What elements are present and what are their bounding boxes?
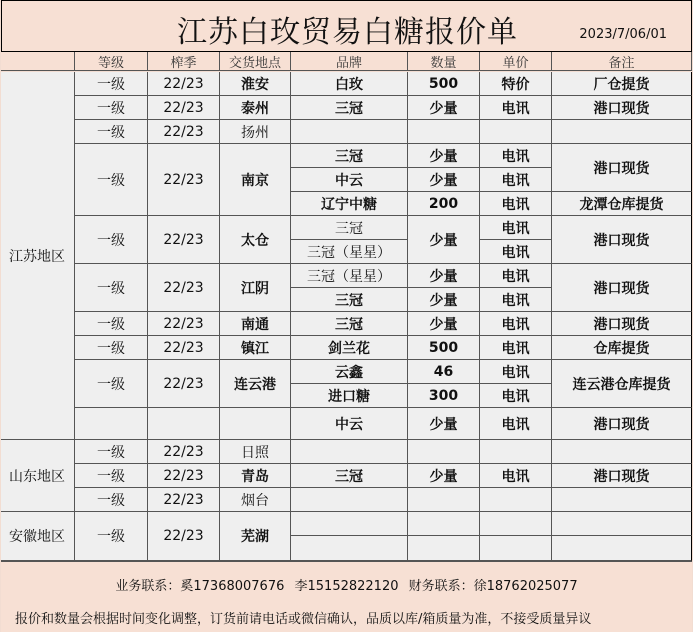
remark-cell: 港口现货: [552, 408, 692, 440]
price-cell: 电讯: [480, 464, 552, 488]
grade-cell: 一级: [75, 464, 148, 488]
quantity-cell: 500: [408, 72, 480, 96]
grade-cell: 一级: [75, 440, 148, 464]
brand-cell: 辽宁中糖: [291, 192, 408, 216]
brand-cell: 云鑫: [291, 360, 408, 384]
location-cell: 青岛: [220, 464, 291, 488]
grade-cell: 一级: [75, 336, 148, 360]
column-header: 品牌: [291, 52, 408, 71]
quantity-cell: 200: [408, 192, 480, 216]
price-cell: 电讯: [480, 192, 552, 216]
quantity-cell: [408, 536, 480, 561]
quantity-cell: 少量: [408, 408, 480, 440]
brand-cell: 三冠: [291, 144, 408, 168]
grade-cell: 一级: [75, 120, 148, 144]
quantity-cell: 少量: [408, 216, 480, 264]
location-cell: 烟台: [220, 488, 291, 512]
grade-cell: 一级: [75, 360, 148, 408]
quantity-cell: 少量: [408, 312, 480, 336]
season-cell: 22/23: [148, 464, 220, 488]
season-cell: 22/23: [148, 72, 220, 96]
brand-cell: 剑兰花: [291, 336, 408, 360]
brand-cell: 白玫: [291, 72, 408, 96]
brand-cell: 进口糖: [291, 384, 408, 408]
price-cell: [480, 120, 552, 144]
quantity-cell: [408, 120, 480, 144]
location-cell: 江阴: [220, 264, 291, 312]
brand-cell: 三冠: [291, 464, 408, 488]
quantity-cell: 少量: [408, 464, 480, 488]
column-header: 备注: [552, 52, 692, 71]
grade-cell: 一级: [75, 264, 148, 312]
season-cell: 22/23: [148, 216, 220, 264]
price-cell: 电讯: [480, 360, 552, 384]
quantity-cell: 500: [408, 336, 480, 360]
column-header: 数量: [408, 52, 480, 71]
grade-cell: 一级: [75, 488, 148, 512]
quantity-cell: [408, 512, 480, 536]
price-cell: [480, 440, 552, 464]
grade-cell: 一级: [75, 216, 148, 264]
remark-cell: 仓库提货: [552, 336, 692, 360]
price-cell: 电讯: [480, 384, 552, 408]
brand-cell: 三冠: [291, 96, 408, 120]
footer: [1, 561, 692, 632]
quantity-cell: 少量: [408, 96, 480, 120]
season-cell: 22/23: [148, 488, 220, 512]
price-cell: 电讯: [480, 264, 552, 288]
quantity-cell: [408, 488, 480, 512]
price-cell: 电讯: [480, 336, 552, 360]
brand-cell: [291, 120, 408, 144]
remark-cell: [552, 512, 692, 536]
remark-cell: [552, 440, 692, 464]
quantity-cell: 少量: [408, 168, 480, 192]
price-cell: 电讯: [480, 408, 552, 440]
price-cell: 电讯: [480, 312, 552, 336]
season-cell: [148, 408, 220, 440]
location-cell: 连云港: [220, 360, 291, 408]
remark-cell: 港口现货: [552, 144, 692, 192]
grade-cell: 一级: [75, 72, 148, 96]
season-cell: 22/23: [148, 440, 220, 464]
remark-cell: [552, 488, 692, 512]
price-cell: 电讯: [480, 168, 552, 192]
quantity-cell: 少量: [408, 264, 480, 288]
header-blank-cell: [1, 52, 75, 71]
column-header: 榨季: [148, 52, 220, 71]
remark-cell: 港口现货: [552, 216, 692, 264]
season-cell: 22/23: [148, 264, 220, 312]
season-cell: 22/23: [148, 96, 220, 120]
brand-cell: 中云: [291, 408, 408, 440]
quote-date: 2023/7/06/01: [579, 27, 667, 42]
remark-cell: 港口现货: [552, 312, 692, 336]
season-cell: 22/23: [148, 144, 220, 216]
grade-cell: [75, 408, 148, 440]
season-cell: 22/23: [148, 120, 220, 144]
location-cell: 芜湖: [220, 512, 291, 561]
season-cell: 22/23: [148, 512, 220, 561]
brand-cell: 三冠: [291, 288, 408, 312]
price-cell: [480, 488, 552, 512]
brand-cell: 三冠（星星）: [291, 264, 408, 288]
brand-cell: [291, 512, 408, 536]
grade-cell: 一级: [75, 512, 148, 561]
region-cell: 安徽地区: [1, 512, 75, 561]
season-cell: 22/23: [148, 312, 220, 336]
location-cell: 太仓: [220, 216, 291, 264]
sheet-title: 江苏白玫贸易白糖报价单: [177, 15, 518, 50]
remark-cell: 港口现货: [552, 264, 692, 312]
price-cell: 电讯: [480, 240, 552, 264]
price-cell: 特价: [480, 72, 552, 96]
remark-cell: 厂仓提货: [552, 72, 692, 96]
location-cell: 镇江: [220, 336, 291, 360]
column-header: 单价: [480, 52, 552, 71]
quantity-cell: 少量: [408, 288, 480, 312]
season-cell: 22/23: [148, 336, 220, 360]
brand-cell: 三冠: [291, 216, 408, 240]
title-row: [1, 0, 692, 52]
brand-cell: [291, 536, 408, 561]
price-cell: 电讯: [480, 144, 552, 168]
brand-cell: 三冠（星星）: [291, 240, 408, 264]
brand-cell: 三冠: [291, 312, 408, 336]
location-cell: 泰州: [220, 96, 291, 120]
location-cell: 扬州: [220, 120, 291, 144]
remark-cell: 龙潭仓库提货: [552, 192, 692, 216]
price-cell: [480, 512, 552, 536]
price-cell: [480, 536, 552, 561]
grade-cell: 一级: [75, 312, 148, 336]
location-cell: 淮安: [220, 72, 291, 96]
quote-sheet: [1, 0, 692, 631]
remark-cell: 港口现货: [552, 96, 692, 120]
quantity-cell: 少量: [408, 144, 480, 168]
region-cell: 山东地区: [1, 440, 75, 512]
price-cell: 电讯: [480, 216, 552, 240]
location-cell: 日照: [220, 440, 291, 464]
price-cell: 电讯: [480, 96, 552, 120]
column-header: 等级: [75, 52, 148, 71]
brand-cell: [291, 488, 408, 512]
column-header: 交货地点: [220, 52, 291, 71]
remark-cell: 连云港仓库提货: [552, 360, 692, 408]
brand-cell: 中云: [291, 168, 408, 192]
quantity-cell: 300: [408, 384, 480, 408]
quantity-cell: [408, 440, 480, 464]
remark-cell: [552, 536, 692, 561]
grade-cell: 一级: [75, 144, 148, 216]
location-cell: [220, 408, 291, 440]
quantity-cell: 46: [408, 360, 480, 384]
price-cell: 电讯: [480, 288, 552, 312]
brand-cell: [291, 440, 408, 464]
season-cell: 22/23: [148, 360, 220, 408]
location-cell: 南通: [220, 312, 291, 336]
grade-cell: 一级: [75, 96, 148, 120]
remark-cell: 港口现货: [552, 464, 692, 488]
region-cell: 江苏地区: [1, 72, 75, 440]
contact-line: 业务联系：奚17368007676 李15152822120 财务联系：徐18762025077: [115, 579, 578, 594]
location-cell: 南京: [220, 144, 291, 216]
notice-line: 报价和数量会根据时间变化调整，订货前请电话或微信确认，品质以库/箱质量为准，不接受质量异议: [15, 612, 592, 627]
remark-cell: [552, 120, 692, 144]
